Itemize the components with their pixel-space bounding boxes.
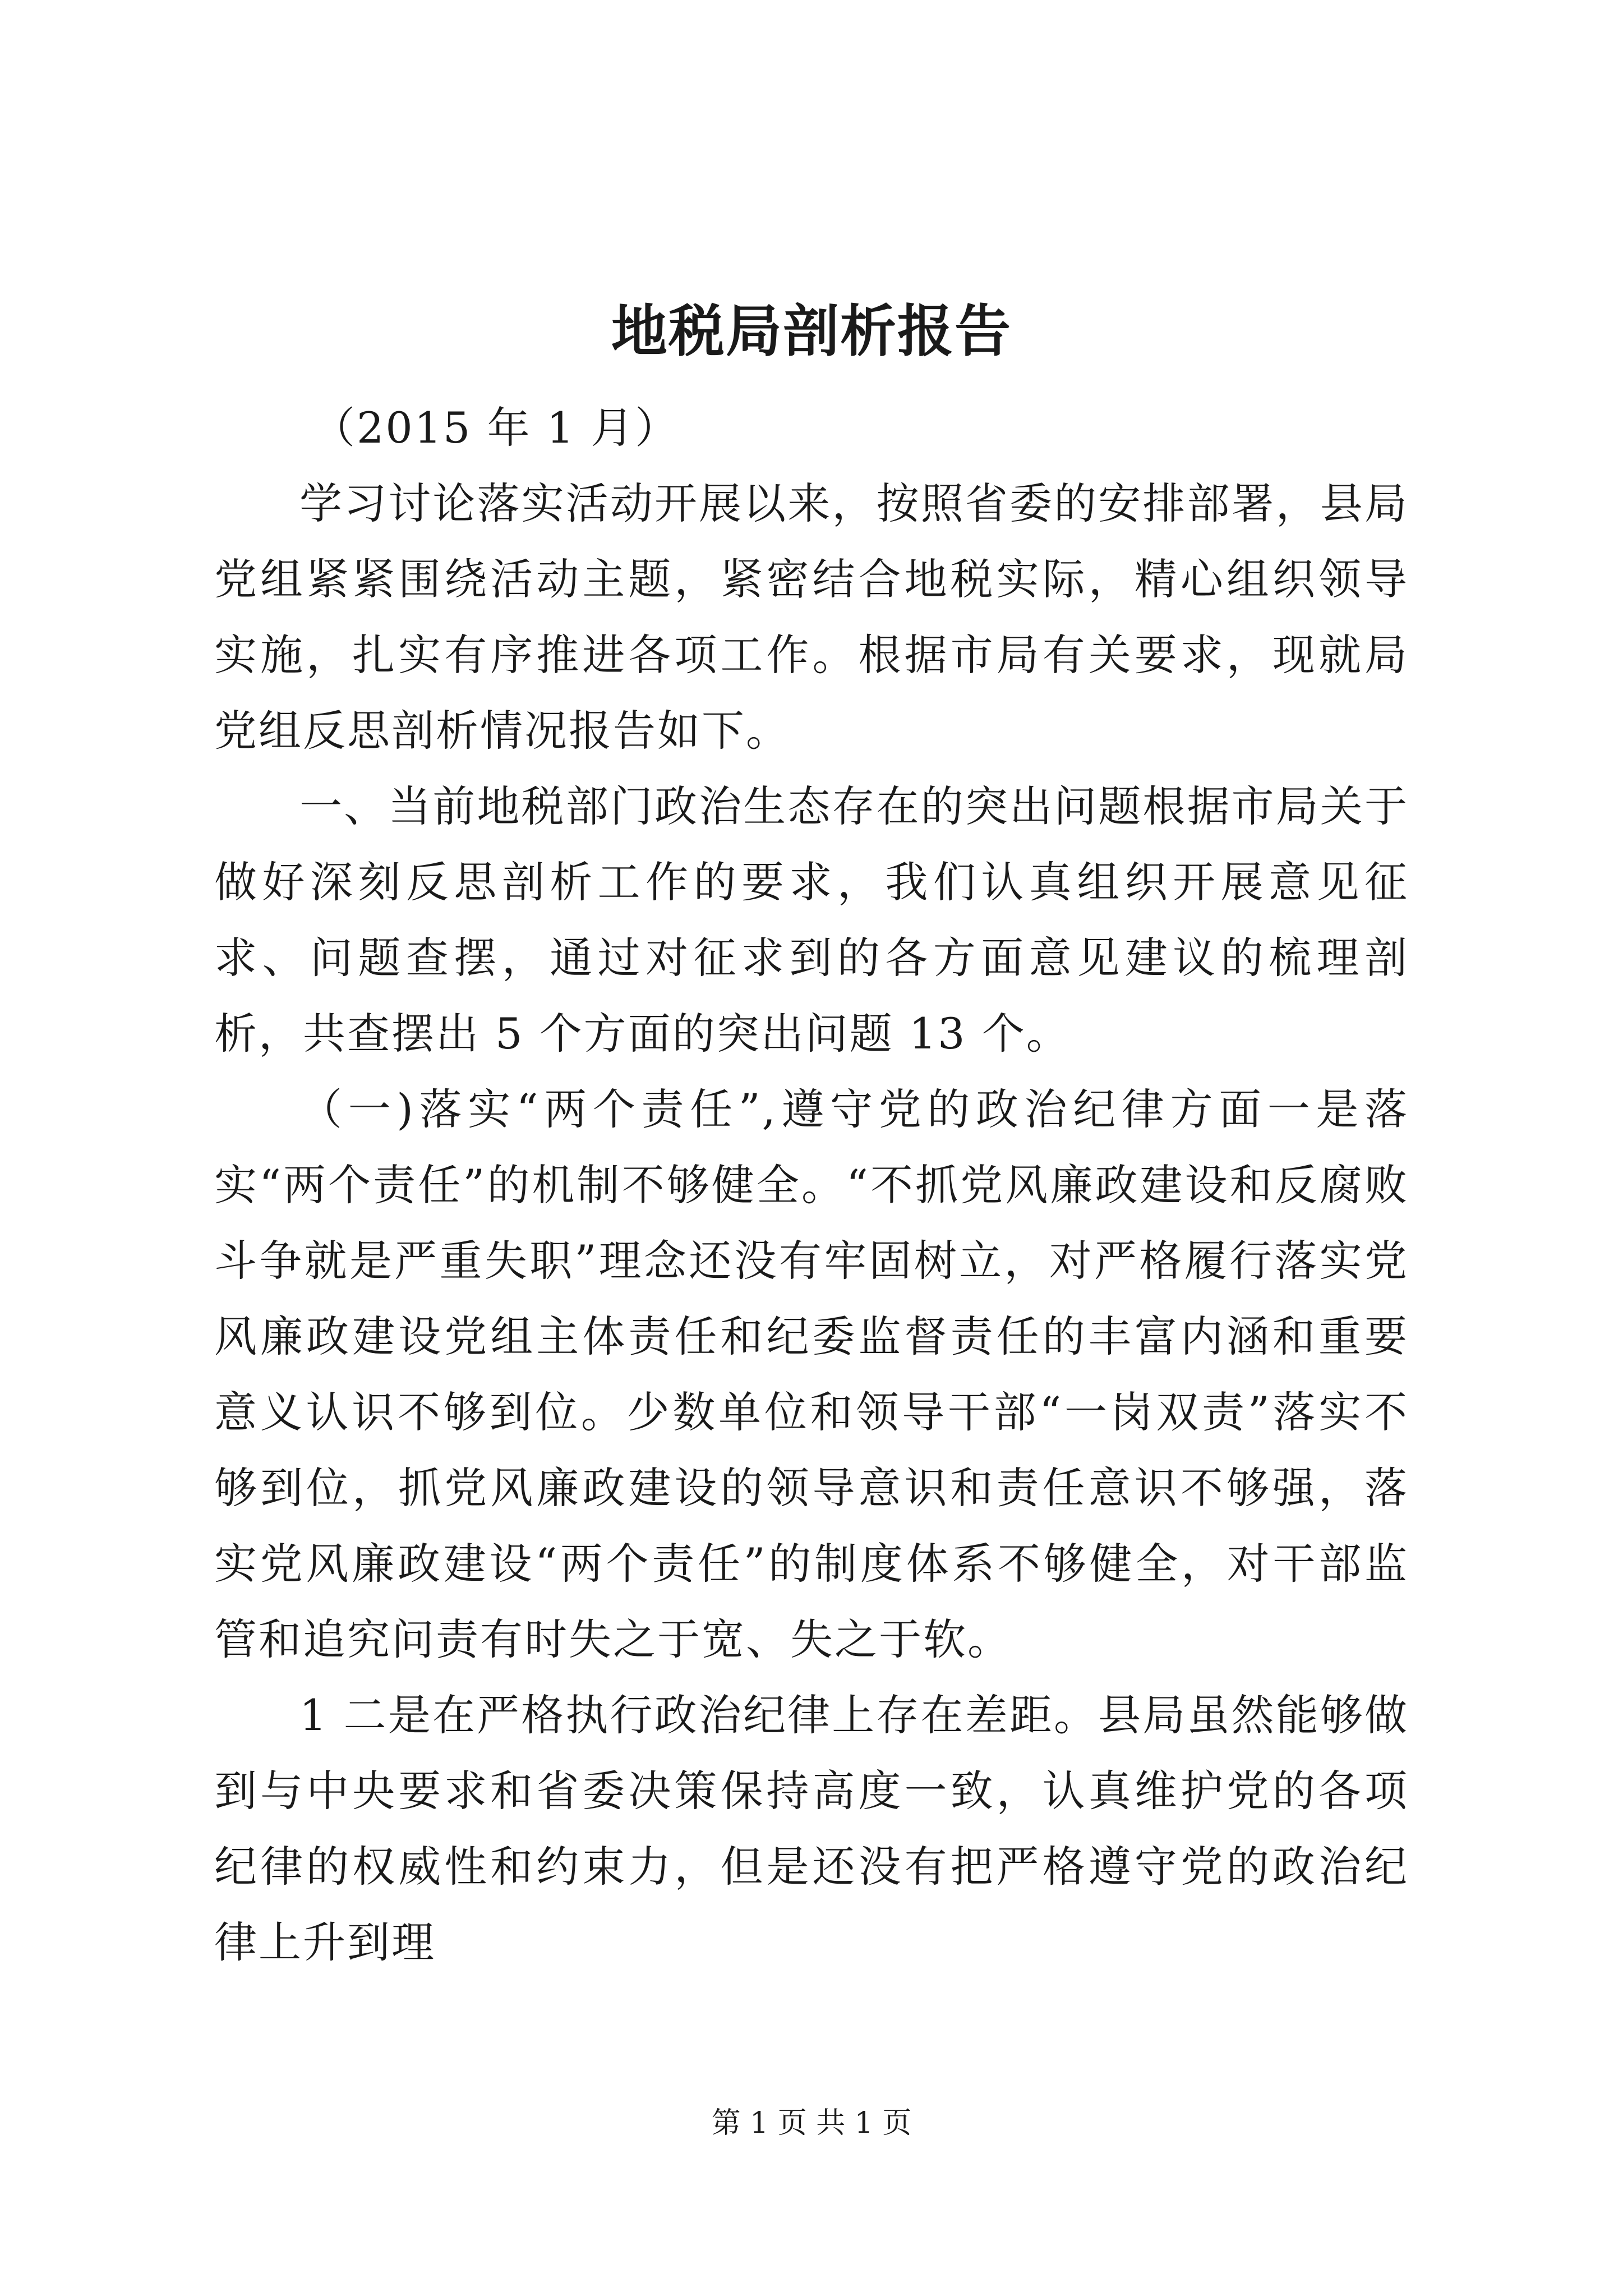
paragraph-section-one: 一、当前地税部门政治生态存在的突出问题根据市局关于做好深刻反思剖析工作的要求，我们认真组织开展意见征求、问题查摆，通过对征求到的各方面意见建议的梳理剖析，共查摆出 5 个方面的突出问题 13 个。 [214, 781, 1409, 1059]
paragraph-subsection-one: （一)落实“两个责任”,遵守党的政治纪律方面一是落实“两个责任”的机制不够健全。“不抓党风廉政建设和反腐败斗争就是严重失职”理念还没有牢固树立，对严格履行落实党风廉政建设党组主体责任和纪委监督责任的丰富内涵和重要意义认识不够到位。少数单位和领导干部“一岗双责”落实不够到位，抓党风廉政建设的领导意识和责任意识不够强，落实党风廉政建设“两个责任”的制度体系不够健全，对干部监管和追究问责有时失之于宽、失之于软。 [214, 1084, 1409, 1664]
date-line: （2015 年 1 月） [312, 403, 680, 453]
paragraph-point-two: 1 二是在严格执行政治纪律上存在差距。县局虽然能够做到与中央要求和省委决策保持高度一致，认真维护党的各项纪律的权威性和约束力，但是还没有把严格遵守党的政治纪律上升到理 [214, 1690, 1409, 1967]
document-body [214, 390, 1409, 1980]
paragraph-intro: 学习讨论落实活动开展以来，按照省委的安排部署，县局党组紧紧围绕活动主题，紧密结合地税实际，精心组织领导实施，扎实有序推进各项工作。根据市局有关要求，现就局党组反思剖析情况报告如下。 [214, 478, 1409, 756]
page-footer: 第 1 页 共 1 页 [711, 2106, 912, 2140]
document-title: 地税局剖析报告 [611, 298, 1012, 364]
